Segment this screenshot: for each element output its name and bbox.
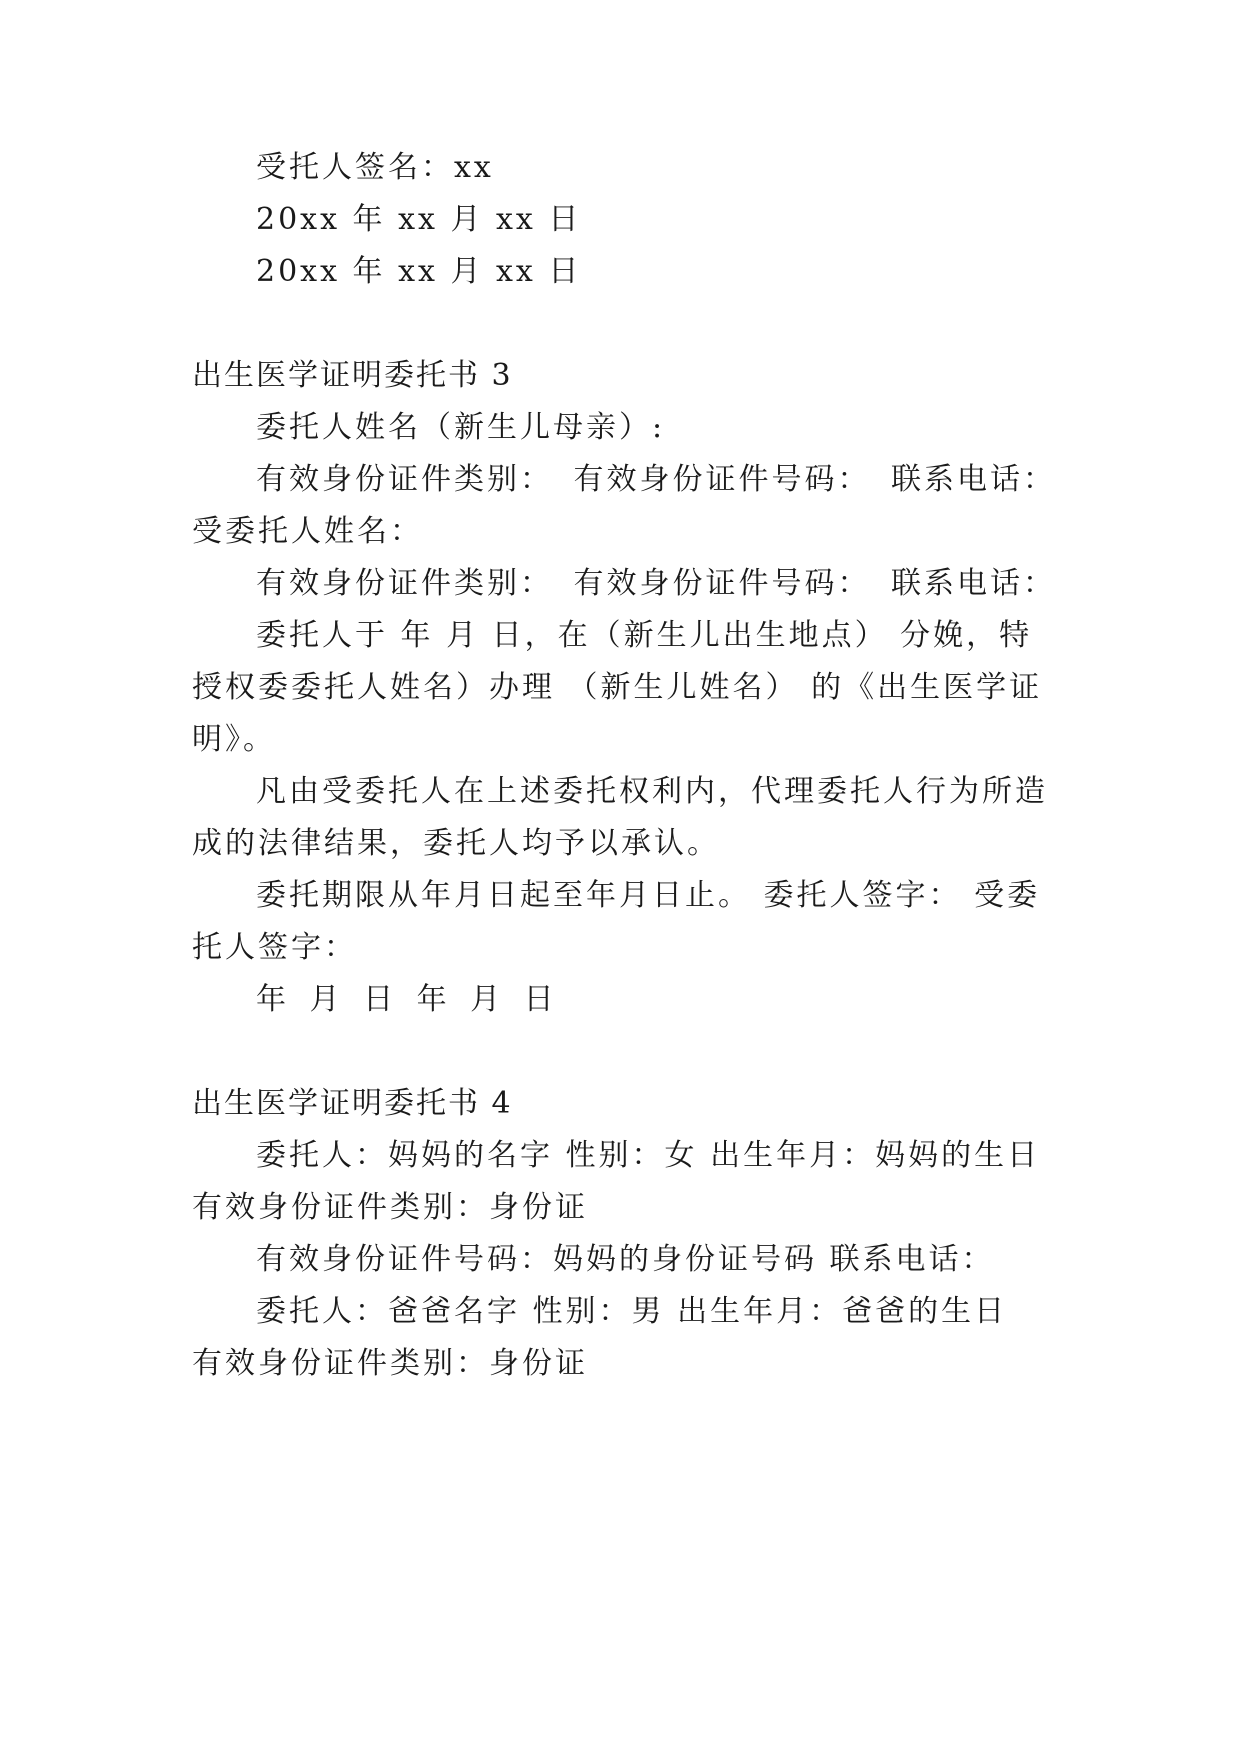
date-line: 20xx 年 xx 月 xx 日	[256, 202, 582, 237]
id-info-row	[256, 460, 1056, 500]
id-number-label: 有效身份证件号码：	[573, 462, 871, 497]
mother-id-type-line: 有效身份证件类别：身份证	[192, 1190, 588, 1225]
paragraph-line: 委托期限从年月日起至年月日止。 委托人签字： 受委	[256, 878, 1041, 913]
paragraph-line: 委托人于 年 月 日，在（新生儿出生地点） 分娩，特	[256, 618, 1033, 653]
father-id-type-line: 有效身份证件类别：身份证	[192, 1346, 588, 1381]
id-number-label: 有效身份证件号码：	[573, 566, 871, 601]
date-line: 年 月 日 年 月 日	[256, 982, 557, 1017]
section-title: 出生医学证明委托书 3	[192, 358, 513, 393]
agent-name-field: 受委托人姓名：	[192, 514, 423, 549]
paragraph-line: 明》。	[192, 722, 276, 757]
phone-label: 联系电话：	[891, 462, 1056, 497]
date-line: 20xx 年 xx 月 xx 日	[256, 254, 582, 289]
paragraph-line: 凡由受委托人在上述委托权利内，代理委托人行为所造	[256, 774, 1048, 809]
agent-id-info-row	[256, 564, 1056, 604]
principal-name-field: 委托人姓名（新生儿母亲）:	[256, 410, 666, 445]
phone-label: 联系电话：	[891, 566, 1056, 601]
father-info-line: 委托人：爸爸名字 性别：男 出生年月：爸爸的生日	[256, 1294, 1008, 1329]
id-type-label: 有效身份证件类别：	[256, 462, 553, 497]
section-title: 出生医学证明委托书 4	[192, 1086, 513, 1121]
mother-id-number-line: 有效身份证件号码：妈妈的身份证号码 联系电话：	[256, 1242, 995, 1277]
paragraph-line: 成的法律结果，委托人均予以承认。	[192, 826, 720, 861]
paragraph-line: 托人签字：	[192, 930, 357, 965]
mother-info-line: 委托人：妈妈的名字 性别：女 出生年月：妈妈的生日	[256, 1138, 1041, 1173]
agent-signature-line: 受托人签名：xx	[256, 150, 494, 185]
id-type-label: 有效身份证件类别：	[256, 566, 553, 601]
paragraph-line: 授权委委托人姓名）办理 （新生儿姓名） 的《出生医学证	[192, 670, 1043, 705]
